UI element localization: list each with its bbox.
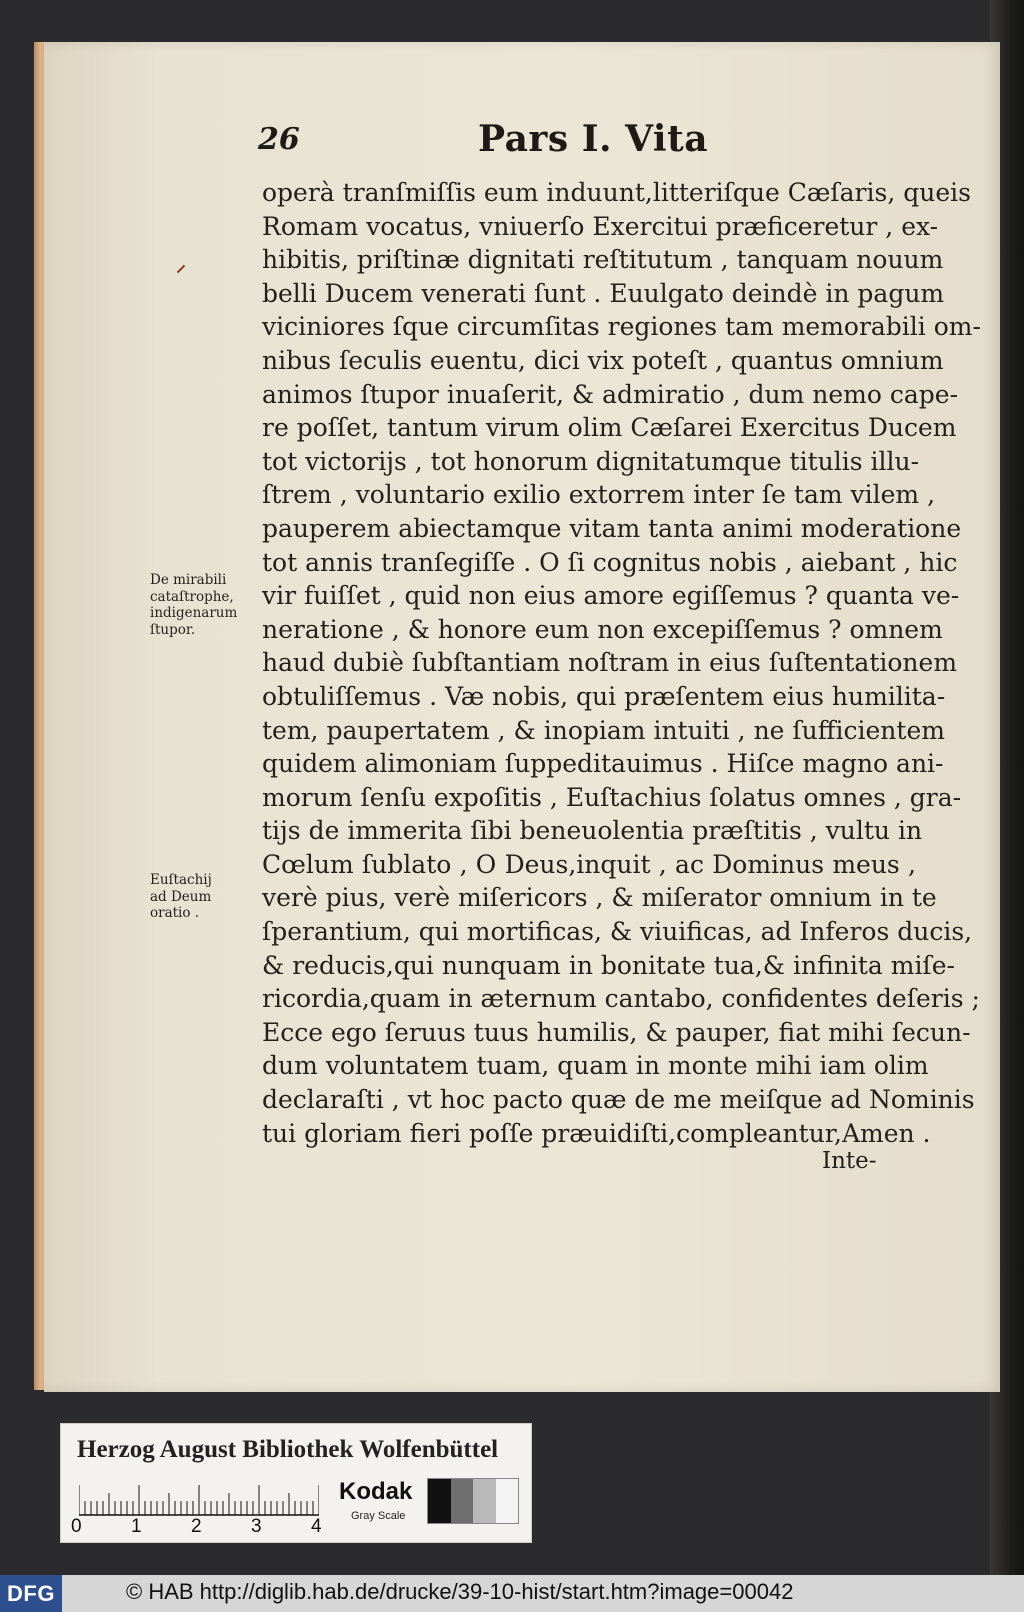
dfg-logo: DFG [0,1575,62,1612]
text-line: animos ſtupor inuaſerit, & admiratio , dum nemo cape- [262,379,959,409]
page-number: 26 [258,122,300,157]
text-line: operà tranſmiſſis eum induunt,litteriſque Cæſaris, queis [262,178,971,207]
text-line: ſtrem , voluntario exilio extorrem inter ſe tam vilem , [262,480,936,510]
catchword: Inte- [822,1148,877,1174]
text-line: tui gloriam fieri poſſe præuidiſti,compleantur,Amen . [262,1118,931,1148]
text-line: viciniores ſque circumſitas regiones tam memorabili om- [262,312,981,342]
text-line: nibus ſeculis euentu, dici vix poteſt , quantus omnium [262,345,944,375]
text-line: tijs de immerita ſibi beneuolentia præſtitis , vultu in [262,816,923,846]
gray-swatch [473,1479,496,1523]
text-line: tem, paupertatem , & inopiam intuiti , ne ſufficientem [262,715,945,745]
text-line: tot victorijs , tot honorum dignitatumque titulis illu- [262,446,920,476]
text-line: declaraſti , vt hoc pacto quæ de me meiſque ad Nominis [262,1085,975,1115]
text-line: vir fuiſſet , quid non eius amore egiſſemus ? quanta ve- [262,581,960,611]
running-title: Pars I. Vita [478,118,709,160]
text-line: Cœlum ſublato , O Deus,inquit , ac Dominus meus , [262,849,916,879]
gray-swatches [427,1478,519,1524]
text-line: quidem alimoniam ſuppeditauimus . Hiſce magno ani- [262,749,944,779]
ruler-number: 4 [311,1516,322,1537]
text-line: verè pius, verè miſericors , & miſerator omnium in te [262,883,937,913]
text-line: & reducis,qui nunquam in bonitate tua,& infinita miſe- [262,950,955,980]
ruler-number: 1 [131,1516,142,1537]
marginal-note-line: ſtupor. [150,621,196,638]
kodak-logo: Kodak [339,1478,413,1505]
text-line: dum voluntatem tuam, quam in monte mihi iam olim [262,1051,929,1081]
ruler-numbers [71,1516,331,1538]
ruler [79,1480,319,1516]
color-calibration-card [60,1423,532,1543]
text-line: pauperem abiectamque vitam tanta animi moderatione [262,513,962,543]
marginal-note-line: ad Deum [150,888,212,905]
text-line: Ecce ego ſeruus tuus humilis, & pauper, fiat mihi ſecun- [262,1017,971,1047]
text-line: Romam vocatus, vniuerſo Exercitui præficeretur , ex- [262,211,939,241]
text-line: ricordia,quam in æternum cantabo, confidentes deſeris ; [262,984,980,1014]
footer-bar [0,1575,1024,1612]
body-text [262,176,981,1150]
text-line: neratione , & honore eum non excepiſſemus ? omnem [262,614,943,644]
text-line: morum ſenſu expoſitis , Euſtachius ſolatus omnes , gra- [262,782,962,812]
marginal-note [150,572,262,638]
text-line: hibitis, priſtinæ dignitati reſtitutum , tanquam nouum [262,245,944,275]
marginal-note-line: Euſtachij [150,872,212,888]
page-header [258,118,718,166]
gray-swatch [451,1479,474,1523]
text-line: belli Ducem venerati ſunt . Euulgato deindè in pagum [262,278,945,308]
marginal-note [150,872,262,922]
marginal-note-line: indigenarum [150,605,238,621]
text-line: obtuliſſemus . Væ nobis, qui præſentem eius humilita- [262,681,946,711]
gray-swatch [496,1479,519,1523]
text-line: re poſſet, tantum virum olim Cæſarei Exercitus Ducem [262,413,957,443]
library-name: Herzog August Bibliothek Wolfenbüttel [77,1436,499,1463]
ruler-number: 2 [191,1516,202,1537]
gray-scale-label: Gray Scale [351,1510,406,1522]
marginal-note-line: De mirabili [150,572,227,588]
marginal-note-line: oratio . [150,905,200,921]
text-line: haud dubiè ſubſtantiam noſtram in eius ſuſtentationem [262,648,958,678]
text-line: ſperantium, qui mortificas, & viuificas, ad Inferos ducis, [262,917,973,947]
text-line: tot annis tranſegiſſe . O ſi cognitus nobis , aiebant , hic [262,547,958,577]
ruler-number: 3 [251,1516,262,1537]
marginal-note-line: cataſtrophe, [150,588,234,605]
ruler-number: 0 [71,1516,82,1537]
gray-swatch [428,1479,451,1523]
copyright-link[interactable]: © HAB http://diglib.hab.de/drucke/39-10-hist/start.htm?image=00042 [126,1579,794,1604]
